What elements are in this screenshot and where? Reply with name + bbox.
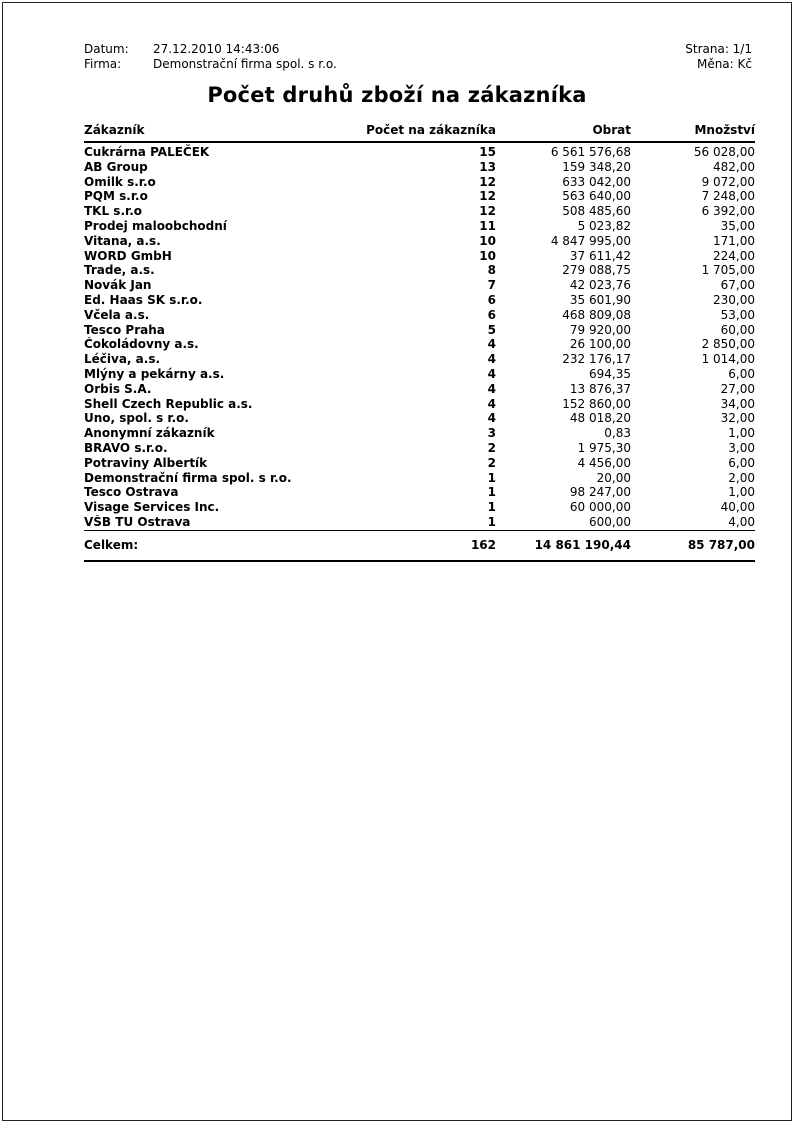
count-value: 10: [479, 233, 496, 248]
count-value: 2: [487, 455, 496, 470]
table-row: [84, 337, 755, 352]
firma-value: Demonstrační firma spol. s r.o.: [153, 57, 337, 71]
meta-right: [685, 42, 752, 72]
column-header-obrat: Obrat: [496, 123, 631, 142]
column-header-pocet: Počet na zákazníka: [337, 123, 496, 142]
obrat-value: 508 485,60: [562, 204, 631, 219]
report-meta: [84, 42, 752, 72]
count-value: 4: [487, 337, 496, 352]
count-value: 10: [479, 248, 496, 263]
table-row: [84, 515, 755, 530]
table-row: [84, 426, 755, 441]
page-title: Počet druhů zboží na zákazníka: [207, 83, 587, 107]
count-value: 2: [487, 440, 496, 455]
customer-name: Orbis S.A.: [84, 381, 152, 396]
obrat-value: 232 176,17: [562, 352, 631, 367]
quantity-value: 171,00: [713, 233, 755, 248]
table-header-row: [84, 123, 755, 142]
report-table-container: [84, 123, 755, 562]
customer-name: Cukrárna PALEČEK: [84, 145, 210, 159]
count-value: 12: [479, 174, 496, 189]
total-count: 162: [337, 530, 496, 561]
count-value: 3: [487, 426, 496, 441]
customer-name: Tesco Praha: [84, 322, 165, 337]
obrat-value: 279 088,75: [562, 263, 631, 278]
count-value: 4: [487, 411, 496, 426]
report-table: [84, 123, 755, 562]
quantity-value: 32,00: [720, 411, 755, 426]
count-value: 11: [479, 218, 496, 233]
firma-label: Firma:: [84, 57, 122, 71]
customer-name: Potraviny Albertík: [84, 455, 208, 470]
count-value: 4: [487, 381, 496, 396]
datum-label: Datum:: [84, 42, 129, 56]
table-row: [84, 471, 755, 486]
quantity-value: 60,00: [720, 322, 755, 337]
customer-name: Uno, spol. s r.o.: [84, 411, 189, 426]
customer-name: AB Group: [84, 159, 148, 174]
quantity-value: 1 705,00: [701, 263, 755, 278]
table-row: [84, 263, 755, 278]
table-row: [84, 308, 755, 323]
obrat-value: 0,83: [604, 426, 631, 441]
total-row: [84, 530, 755, 561]
count-value: 4: [487, 352, 496, 367]
obrat-value: 6 561 576,68: [550, 145, 631, 159]
table-row: [84, 142, 755, 160]
obrat-value: 5 023,82: [577, 218, 631, 233]
quantity-value: 27,00: [720, 381, 755, 396]
quantity-value: 1,00: [728, 485, 755, 500]
obrat-value: 468 809,08: [562, 307, 631, 322]
obrat-value: 600,00: [589, 514, 631, 529]
table-row: [84, 204, 755, 219]
customer-name: TKL s.r.o: [84, 204, 143, 219]
table-body: [84, 142, 755, 530]
obrat-value: 98 247,00: [569, 485, 631, 500]
strana-value: Strana: 1/1: [685, 42, 752, 56]
obrat-value: 1 975,30: [577, 440, 631, 455]
meta-left: [84, 42, 337, 72]
table-row: [84, 234, 755, 249]
customer-name: Vitana, a.s.: [84, 233, 161, 248]
obrat-value: 26 100,00: [569, 337, 631, 352]
count-value: 5: [487, 322, 496, 337]
table-row: [84, 293, 755, 308]
obrat-value: 694,35: [589, 366, 631, 381]
quantity-value: 2 850,00: [701, 337, 755, 352]
obrat-value: 35 601,90: [569, 292, 631, 307]
count-value: 1: [487, 470, 496, 485]
customer-name: Omilk s.r.o: [84, 174, 156, 189]
count-value: 13: [479, 159, 496, 174]
customer-name: Novák Jan: [84, 278, 152, 293]
count-value: 6: [487, 292, 496, 307]
quantity-value: 34,00: [720, 396, 755, 411]
table-row: [84, 382, 755, 397]
count-value: 1: [487, 485, 496, 500]
obrat-value: 79 920,00: [569, 322, 631, 337]
obrat-value: 159 348,20: [562, 159, 631, 174]
count-value: 1: [487, 514, 496, 529]
customer-name: WORD GmbH: [84, 248, 172, 263]
count-value: 8: [487, 263, 496, 278]
table-row: [84, 367, 755, 382]
customer-name: PQM s.r.o: [84, 189, 148, 204]
table-row: [84, 397, 755, 412]
table-row: [84, 441, 755, 456]
total-obrat: 14 861 190,44: [496, 530, 631, 561]
customer-name: Visage Services Inc.: [84, 500, 220, 515]
customer-name: Trade, a.s.: [84, 263, 155, 278]
count-value: 4: [487, 366, 496, 381]
quantity-value: 1 014,00: [701, 352, 755, 367]
table-row: [84, 352, 755, 367]
count-value: 1: [487, 500, 496, 515]
obrat-value: 60 000,00: [569, 500, 631, 515]
meta-datum-row: [84, 42, 337, 57]
customer-name: Demonstrační firma spol. s r.o.: [84, 470, 292, 485]
quantity-value: 35,00: [720, 218, 755, 233]
table-row: [84, 249, 755, 264]
customer-name: Tesco Ostrava: [84, 485, 179, 500]
obrat-value: 13 876,37: [569, 381, 631, 396]
count-value: 4: [487, 396, 496, 411]
quantity-value: 2,00: [728, 470, 755, 485]
meta-firma-row: [84, 57, 337, 72]
obrat-value: 42 023,76: [569, 278, 631, 293]
table-row: [84, 219, 755, 234]
customer-name: Ed. Haas SK s.r.o.: [84, 292, 203, 307]
quantity-value: 56 028,00: [693, 145, 755, 159]
quantity-value: 224,00: [713, 248, 755, 263]
count-value: 12: [479, 189, 496, 204]
quantity-value: 7 248,00: [701, 189, 755, 204]
quantity-value: 3,00: [728, 440, 755, 455]
count-value: 6: [487, 307, 496, 322]
obrat-value: 20,00: [596, 470, 631, 485]
datum-value: 27.12.2010 14:43:06: [153, 42, 280, 56]
table-row: [84, 175, 755, 190]
column-header-mnozstvi: Množství: [631, 123, 755, 142]
quantity-value: 4,00: [728, 514, 755, 529]
obrat-value: 37 611,42: [569, 248, 631, 263]
quantity-value: 482,00: [713, 159, 755, 174]
quantity-value: 53,00: [720, 307, 755, 322]
customer-name: Čokoládovny a.s.: [84, 337, 199, 352]
table-row: [84, 485, 755, 500]
customer-name: Léčiva, a.s.: [84, 352, 161, 367]
count-value: 7: [487, 278, 496, 293]
quantity-value: 67,00: [720, 278, 755, 293]
obrat-value: 152 860,00: [562, 396, 631, 411]
table-row: [84, 189, 755, 204]
table-row: [84, 411, 755, 426]
total-label: Celkem:: [84, 530, 337, 561]
obrat-value: 4 456,00: [577, 455, 631, 470]
quantity-value: 230,00: [713, 292, 755, 307]
customer-name: Mlýny a pekárny a.s.: [84, 366, 225, 381]
customer-name: Shell Czech Republic a.s.: [84, 396, 253, 411]
customer-name: Včela a.s.: [84, 307, 150, 322]
customer-name: VŠB TU Ostrava: [84, 514, 191, 529]
quantity-value: 1,00: [728, 426, 755, 441]
quantity-value: 40,00: [720, 500, 755, 515]
quantity-value: 9 072,00: [701, 174, 755, 189]
count-value: 12: [479, 204, 496, 219]
mena-value: Měna: Kč: [696, 57, 752, 71]
table-row: [84, 456, 755, 471]
customer-name: BRAVO s.r.o.: [84, 440, 168, 455]
table-row: [84, 278, 755, 293]
table-row: [84, 500, 755, 515]
quantity-value: 6,00: [728, 366, 755, 381]
column-header-zakaznik: Zákazník: [84, 123, 337, 142]
count-value: 15: [479, 145, 496, 159]
obrat-value: 48 018,20: [569, 411, 631, 426]
quantity-value: 6,00: [728, 455, 755, 470]
obrat-value: 633 042,00: [562, 174, 631, 189]
obrat-value: 4 847 995,00: [550, 233, 631, 248]
table-row: [84, 323, 755, 338]
total-quantity: 85 787,00: [631, 530, 755, 561]
report-page: [2, 2, 792, 1121]
customer-name: Prodej maloobchodní: [84, 218, 227, 233]
obrat-value: 563 640,00: [562, 189, 631, 204]
quantity-value: 6 392,00: [701, 204, 755, 219]
table-row: [84, 160, 755, 175]
customer-name: Anonymní zákazník: [84, 426, 215, 441]
